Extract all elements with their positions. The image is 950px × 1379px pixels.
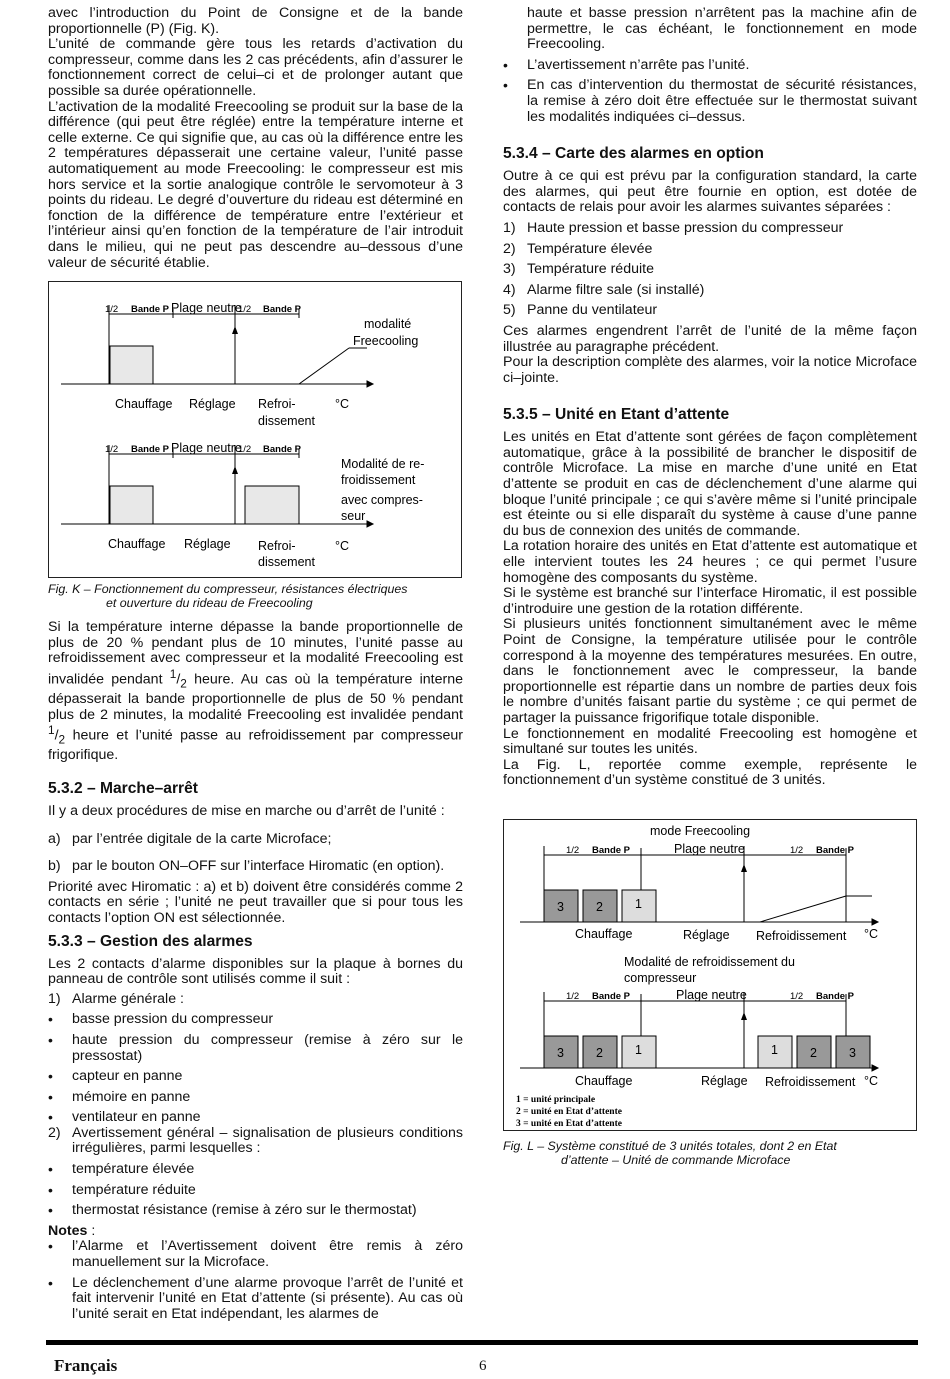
- fig-l-bot-chauffage: Chauffage: [575, 1073, 633, 1088]
- caption-line: d’attente – Unité de commande Microface: [561, 1152, 791, 1167]
- bullet-marker: •: [48, 1274, 53, 1291]
- list-text: mémoire en panne: [72, 1088, 191, 1105]
- frac-den: 2: [180, 676, 187, 691]
- paragraph: Le fonctionnement en modalité Freecooling est homogène et simultané sur toutes les unités.: [503, 725, 917, 758]
- list-item: [48, 1069, 463, 1085]
- list-text: haute pression du compresseur (remise à zéro sur le pressostat): [72, 1031, 463, 1064]
- fig-l-legend-3: 3 = unité en Etat d’attente: [516, 1118, 622, 1129]
- notes-heading: [48, 1224, 463, 1240]
- fig-l-top-num: 3: [557, 899, 564, 914]
- list-text: basse pression du compresseur: [72, 1011, 274, 1028]
- list-text: l’Alarme et l’Avertissement doivent être remis à zéro manuellement sur la Microface.: [72, 1238, 463, 1271]
- fig-l-bot-num: 1: [635, 1042, 642, 1057]
- list-marker: 2): [503, 240, 516, 257]
- list-item: [48, 859, 463, 875]
- fig-l-legend-1: 1 = unité principale: [516, 1094, 596, 1105]
- heading-5-3-3: 5.3.3 – Gestion des alarmes: [48, 932, 253, 950]
- fig-l-bot-num: 2: [810, 1045, 817, 1060]
- left-column: [48, 6, 463, 1327]
- fig-k-half-3: 1/2: [105, 444, 119, 456]
- fig-k-half-1: 1/2: [105, 304, 119, 316]
- list-marker: 1): [503, 219, 516, 236]
- list-text: L’avertissement n’arrête pas l’unité.: [527, 56, 750, 73]
- notes-label: Notes: [48, 1222, 88, 1239]
- bullet-marker: •: [48, 1109, 53, 1126]
- list-item: [503, 221, 917, 237]
- fig-l-top-reglage: Réglage: [683, 927, 730, 942]
- fig-l-plage-bottom: Plage neutre: [676, 987, 747, 1002]
- fig-l-bot-num: 2: [596, 1045, 603, 1060]
- list-item: [48, 1183, 463, 1199]
- list-marker: 5): [503, 302, 516, 319]
- paragraph: Si la température interne dépasse la bande proportionnelle de plus de 20 % pendant plus de 10 minutes, l’unité passe au refroidissement avec compresseur et la modalité Freecooling est invalidée pendant $^1/_2$ heure. Au cas où la température interne dépasserait la bande proportionnelle de plus de 50 % pendant plus de 2 minutes, la modalité Freecooling est invalidée pendant $^1/_2$ heure et l’unité passe au refroidissement par compresseur frigorifique.: [48, 619, 463, 764]
- fig-l-bot-refroid: Refroidissement: [765, 1074, 856, 1089]
- bullet-marker: •: [48, 1181, 53, 1198]
- fig-l-top-chauffage: Chauffage: [575, 926, 633, 941]
- list-text: Alarme filtre sale (si installé): [527, 281, 705, 298]
- list-item: [48, 992, 463, 1008]
- caption-line: Fig. K – Fonctionnement du compresseur, résistances électriques: [48, 582, 408, 597]
- bullet-marker: •: [48, 1202, 53, 1219]
- fig-l-plage-top: Plage neutre: [674, 841, 745, 856]
- list-item: [48, 1012, 463, 1028]
- fig-l-bot-reglage: Réglage: [701, 1073, 748, 1088]
- bullet-marker: •: [503, 56, 508, 73]
- fig-k-bandep-3: Bande P: [131, 444, 170, 456]
- bullet-marker: •: [503, 77, 508, 94]
- list-text: En cas d’intervention du thermostat de sécurité résistances, la remise à zéro doit être effectuée sur le thermostat suivant les modalités indiquées ci–dessus.: [527, 77, 917, 125]
- bullet-marker: •: [48, 1088, 53, 1105]
- list-marker: 4): [503, 281, 516, 298]
- paragraph: avec l’introduction du Point de Consigne et de la bande proportionnelle (P) (Fig. K).: [48, 5, 463, 37]
- fig-l-bandep-1: Bande P: [592, 844, 631, 856]
- paragraph: Si plusieurs unités fonctionnent simultanément avec le même Point de Consigne, la température utilisée pour le contrôle correspond à la moyenne des températures mesurées. En outre, dans le fonctionnement avec le compresseur, la bande proportionnelle est répartie dans un nombre de parties deux fois le nombre d’unités faisant partie du système ; ce qui permet de partager la puissance frigorifique totale disponible.: [503, 616, 917, 726]
- fig-l-legend-2: 2 = unité en Etat d’attente: [516, 1106, 622, 1117]
- fig-k-bot-unit: °C: [335, 539, 350, 554]
- fig-l-bot-title2: compresseur: [624, 970, 697, 985]
- figure-l-caption: [503, 1139, 917, 1167]
- fig-k-bandep-2: Bande P: [263, 304, 302, 316]
- fig-l-bot-num: 3: [849, 1045, 856, 1060]
- list-item: [503, 262, 917, 278]
- list-532: [48, 832, 463, 875]
- fig-l-bandep-4: Bande P: [816, 990, 855, 1002]
- list-534: [503, 221, 917, 319]
- fig-l-half-2: 1/2: [790, 844, 804, 856]
- list-marker: 2): [48, 1124, 61, 1141]
- fig-l-half-3: 1/2: [566, 990, 580, 1002]
- fig-l-bandep-2: Bande P: [816, 844, 855, 856]
- fig-l-bot-num: 3: [557, 1045, 564, 1060]
- footer-language: Français: [54, 1356, 118, 1375]
- fig-k-half-4: 1/2: [238, 444, 252, 456]
- footer-rule: [46, 1340, 918, 1345]
- list-item: [503, 242, 917, 258]
- paragraph: Pour la description complète des alarmes, voir la notice Microface ci–jointe.: [503, 354, 917, 386]
- list-text: thermostat résistance (remise à zéro sur le thermostat): [72, 1202, 417, 1219]
- list-item: [48, 1162, 463, 1178]
- list-text: Alarme générale :: [72, 990, 184, 1007]
- list-text: Température élevée: [527, 240, 653, 257]
- frac-num: 1: [169, 666, 177, 681]
- fig-k-bandep-4: Bande P: [263, 444, 302, 456]
- paragraph: Ces alarmes engendrent l’arrêt de l’unité de la même façon illustrée au paragraphe précédent.: [503, 322, 917, 355]
- page-number: 6: [479, 1358, 487, 1374]
- paragraph: Il y a deux procédures de mise en marche ou d’arrêt de l’unité :: [48, 802, 445, 819]
- paragraph: L’unité de commande gère tous les retards d’activation du compresseur, comme dans les 2 cas précédents, afin d’assurer le fonctionnement correct de celui–ci et de prolonger autant que possible sa durée opérationnelle.: [48, 36, 463, 99]
- fig-k-top-dissement: dissement: [258, 414, 315, 429]
- paragraph: L’activation de la modalité Freecooling se produit sur la base de la différence (qui peut être réglée) entre la température interne et celle externe. Ce qui signifie que, au cas où la différence entre les 2 températures dépasserait une certaine valeur, l’unité passe automatiquement au mode Freecooling: le compresseur est mis hors service et la sortie analogique contrôle le servomoteur à 3 points du rideau. Le degré d’ouverture du rideau est déterminé en fonction de la différence de température entre l’extérieur et l’intérieur ainsi qu’en fonction de la température de l’air introduit dans le milieu, qui ne peut pas descendre au–dessous d’une valeur de sécurité établie.: [48, 98, 463, 271]
- paragraph: La Fig. L, reportée comme exemple, représente le fonctionnement d’un système constitué de 3 unités.: [503, 756, 917, 789]
- fig-k-plage-top: Plage neutre: [171, 301, 242, 316]
- list-item: [48, 1126, 463, 1157]
- list-text: Avertissement général – signalisation de plusieurs conditions irrégulières, parmi lesquelles :: [72, 1124, 463, 1157]
- fig-k-top-refroi: Refroi-: [258, 397, 296, 412]
- paragraph: La rotation horaire des unités en Etat d’attente est automatique et elle intervient toutes les 24 heures ; ce qui permet l’usure homogène des composants du système.: [503, 538, 917, 586]
- list-text: Le déclenchement d’une alarme provoque l’arrêt de l’unité et fait intervenir l’unité en Etat d’attente (si présente). Au cas où l’unité serait en Etat indépendant, les alarmes de: [72, 1274, 463, 1322]
- frac-num: 1: [48, 723, 55, 738]
- fig-l-top-num: 2: [596, 899, 603, 914]
- fig-k-bot-refroi: Refroi-: [258, 539, 296, 554]
- fig-l-bot-num: 1: [771, 1042, 778, 1057]
- fig-l-bot-title1: Modalité de refroidissement du: [624, 954, 795, 969]
- figure-k: [48, 281, 462, 578]
- list-item: [503, 78, 917, 125]
- fig-k-bandep-1: Bande P: [131, 304, 170, 316]
- fig-k-half-2: 1/2: [238, 304, 252, 316]
- list-text: ventilateur en panne: [72, 1109, 201, 1126]
- fig-k-bot-mode2: avec compres-seur: [341, 493, 423, 524]
- fig-k-top-mode: modalité Freecooling: [353, 317, 419, 349]
- list-text: Haute pression et basse pression du compresseur: [527, 219, 844, 236]
- fig-k-top-unit: °C: [335, 397, 350, 412]
- list-item: [48, 1090, 463, 1106]
- fig-l-top-num: 1: [635, 896, 642, 911]
- list-533: [48, 992, 463, 1219]
- figure-l: [503, 819, 917, 1131]
- fig-l-bandep-3: Bande P: [592, 990, 631, 1002]
- list-marker: b): [48, 858, 61, 875]
- bullet-marker: •: [48, 1068, 53, 1085]
- figure-k-caption: [48, 582, 463, 610]
- paragraph: Outre à ce qui est prévu par la configuration standard, la carte des alarmes, qui peut être fournie en option, est dotée de contacts de relais pour avoir les alarmes suivantes séparées :: [503, 168, 917, 216]
- fig-k-plage-bottom: Plage neutre: [171, 441, 242, 456]
- list-item: [48, 1203, 463, 1219]
- fig-l-top-unit: °C: [864, 926, 879, 941]
- continued-text: haute et basse pression n’arrêtent pas la machine afin de permettre, le cas échéant, le fonctionnement en mode Freecooling.: [527, 5, 917, 53]
- fig-l-half-1: 1/2: [566, 844, 580, 856]
- fig-k-bot-dissement: dissement: [258, 555, 315, 570]
- list-text: capteur en panne: [72, 1068, 183, 1085]
- text-span: heure et l’unité passe au refroidissement par compresseur frigorifique.: [48, 727, 463, 764]
- list-text: par le bouton ON–OFF sur l’interface Hiromatic (en option).: [72, 858, 445, 875]
- notes-colon: :: [87, 1222, 96, 1239]
- list-text: par l’entrée digitale de la carte Microface;: [72, 830, 332, 847]
- fig-k-top-chauffage: Chauffage: [115, 397, 173, 412]
- list-item: [503, 283, 917, 299]
- figure-l-diagram: [504, 820, 916, 1130]
- paragraph: Les unités en Etat d’attente sont gérées de façon complètement automatique, grâce à la possibilité de brancher le dispositif de contrôle Microface. La mise en marche d’une unité en Etat d’attente se produit en cas de déclenchement d’une alarme qui bloque l’unité principale ; ce qui s’avère même si l’unité principale est éteinte ou si elle disparaît du système à cause d’une panne du bus de connexion des unités de commande.: [503, 429, 917, 539]
- heading-5-3-5: 5.3.5 – Unité en Etant d’attente: [503, 406, 730, 424]
- list-marker: 1): [48, 990, 61, 1007]
- list-item: [503, 58, 917, 74]
- text-span: heure. Au cas où la température interne dépasserait la bande proportionnelle de plus de 50 % pendant plus de 2 minutes, la modalité Freecooling est invalidée pendant: [48, 671, 463, 723]
- fig-l-top-title: mode Freecooling: [650, 823, 751, 838]
- heading-5-3-2: 5.3.2 – Marche–arrêt: [48, 779, 198, 797]
- list-marker: a): [48, 830, 61, 847]
- frac-den: 2: [58, 732, 66, 747]
- list-text: température élevée: [72, 1161, 195, 1178]
- bullet-marker: •: [48, 1161, 53, 1178]
- list-item: [48, 1110, 463, 1126]
- list-text: Température réduite: [527, 261, 654, 278]
- caption-line: et ouverture du rideau de Freecooling: [106, 596, 313, 611]
- figure-k-diagram: [49, 282, 461, 577]
- list-item: [503, 303, 917, 319]
- bullet-marker: •: [48, 1238, 53, 1255]
- paragraph: Les 2 contacts d’alarme disponibles sur la plaque à bornes du panneau de contrôle sont utilisés comme il suit :: [48, 955, 463, 988]
- paragraph: Priorité avec Hiromatic : a) et b) doivent être considérés comme 2 contacts en série ; l’unité ne peut travailler que si pour tous les contacts l’option ON est sélectionnée.: [48, 878, 463, 926]
- text-span: Si la température interne dépasse la bande proportionnelle de plus de 20 % pendant plus de 10 minutes, l’unité passe au refroidissement avec compresseur et la modalité Freecooling est invalidée pendant: [48, 619, 463, 688]
- caption-line: Fig. L – Système constitué de 3 unités totales, dont 2 en Etat: [503, 1138, 837, 1153]
- fig-k-bot-reglage: Réglage: [184, 537, 231, 552]
- list-item: [48, 1033, 463, 1064]
- heading-5-3-4: 5.3.4 – Carte des alarmes en option: [503, 145, 764, 163]
- fig-l-bot-unit: °C: [864, 1073, 879, 1088]
- fig-k-bot-chauffage: Chauffage: [108, 537, 166, 552]
- list-item: [48, 1276, 463, 1323]
- list-marker: 3): [503, 261, 516, 278]
- list-item: [48, 1239, 463, 1270]
- fig-l-top-refroid: Refroidissement: [756, 928, 847, 943]
- fig-l-half-4: 1/2: [790, 990, 804, 1002]
- right-column: [503, 6, 917, 1177]
- list-text: température réduite: [72, 1181, 196, 1198]
- paragraph: Si le système est branché sur l’interface Hiromatic, il est possible d’introduire une gestion de la rotation différente.: [503, 585, 917, 617]
- list-text: Panne du ventilateur: [527, 302, 658, 319]
- fig-k-top-reglage: Réglage: [189, 397, 236, 412]
- list-item: [48, 832, 463, 848]
- bullet-marker: •: [48, 1031, 53, 1048]
- fig-k-bot-mode1: Modalité de re-froidissement: [341, 457, 425, 488]
- bullet-marker: •: [48, 1011, 53, 1028]
